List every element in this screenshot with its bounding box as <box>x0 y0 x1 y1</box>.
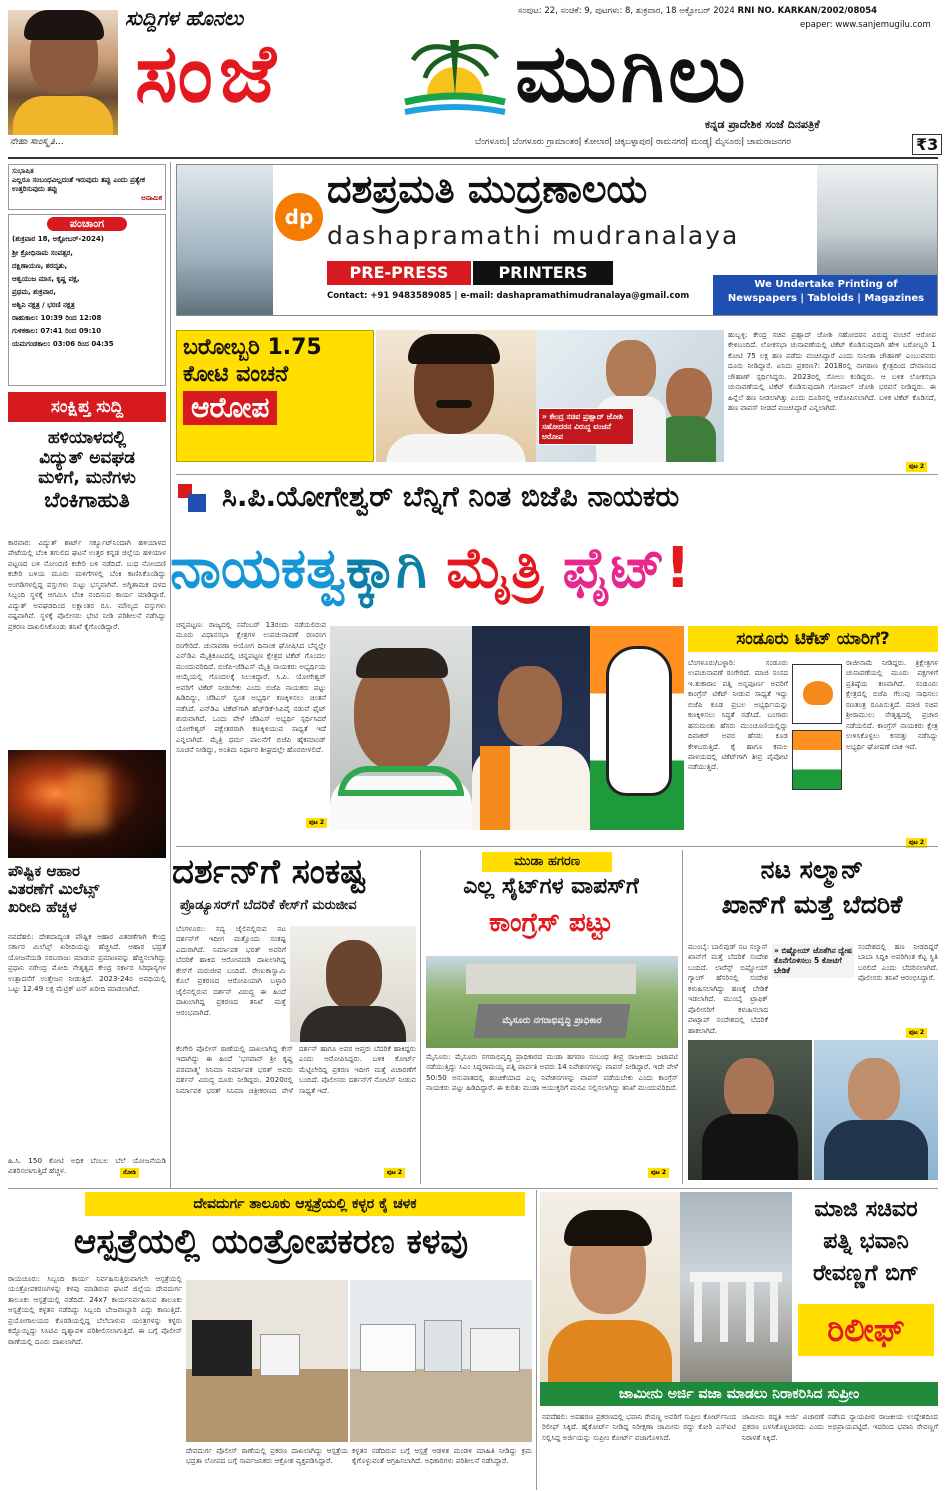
brief2-page-tag: ನೋಡಿ <box>120 1168 139 1178</box>
brief2-head-line: ವಿತರಣೆಗೆ ಮಿಲೆಟ್ಸ್ <box>8 880 100 898</box>
printing-ad <box>176 164 938 316</box>
sidebar-rule <box>170 162 171 1188</box>
ad-logo <box>275 193 323 241</box>
masthead-rule <box>8 157 938 159</box>
muda-page-tag[interactable]: ಪುಟ 2 <box>648 1168 669 1178</box>
salman-head-line: ಖಾನ್‌ಗೆ ಮತ್ತೆ ಬೆದರಿಕೆ <box>721 890 903 919</box>
masthead-sunset-logo <box>395 40 515 125</box>
darshan-body-right: ಕೆಂಗೇರಿ ಪೊಲೀಸ್ ಠಾಣೆಯಲ್ಲಿ ದಾಖಲಾಗಿದ್ದ ಕೇಸ್ ಇದಾಗಿದ್ದು ಈ ಹಿಂದೆ 'ಭಗವಾನ್ ಶ್ರೀ ಕೃಷ್ಣ ಪರಮಾತ್ಮ' ಸಿನಿಮಾ ನಿರ್ಮಾಪಕ ಭರತ್ ಅವರು ದರ್ಶನ್ ವಿರುದ್ಧ ದೂರು ನೀಡಿದ್ದರು. 2020ರಲ್ಲಿ ನಿರ್ಮಾಪಕ ಭರತ್ ಸಿನಿಮಾ ಚಿತ್ರೀಕರಣದ ವೇಳೆ ದರ್ಶನ್ ಹಾಗೂ ಅವರ ಆಪ್ತರು ಬೆದರಿಕೆ ಹಾಕಿದ್ದರು ಎಂದು ಆರೋಪಿಸಿದ್ದರು. ಬಳಿಕ ಕೋರ್ಟ್ ಮೆಟ್ಟಿಲೇರಿದ್ದ ಪ್ರಕರಣ ಇದೀಗ ಮತ್ತೆ ವಿಚಾರಣೆಗೆ ಬಂದಿದೆ. ಪೊಲೀಸರು ದರ್ಶನ್‌ಗೆ ನೋಟಿಸ್ ನೀಡುವ ಸಾಧ್ಯತೆ ಇದೆ. <box>176 1044 416 1095</box>
bhavani-body-right: ಜಾಮೀನು ರದ್ದತಿ ಅರ್ಜಿ ವಿಚಾರಣೆ ನಡೆಸಿದ ನ್ಯಾಯಪೀಠ ರಾಜಕೀಯ ಉದ್ದೇಶದಿಂದ ಪ್ರಕರಣ ಬಳಸಿಕೊಳ್ಳಬಾರದು ಎಂದು ಅಭಿಪ್ರಾಯಪಟ್ಟಿದೆ. ಇದರಿಂದ ಭವಾನಿ ರೇವಣ್ಣಗೆ ನಿರಾಳತೆ ಸಿಕ್ಕಿದೆ. <box>742 1412 938 1442</box>
bhavani-photo <box>540 1192 680 1382</box>
bhavani-banner: ಜಾಮೀನು ಅರ್ಜಿ ವಜಾ ಮಾಡಲು ನಿರಾಕರಿಸಿದ ಸುಪ್ರೀಂ <box>540 1382 938 1406</box>
masthead-tagline: ಸುದ್ದಿಗಳ ಹೊನಲು <box>125 6 244 30</box>
sandur-page-tag[interactable]: ಪುಟ 2 <box>906 838 927 848</box>
bhavani-relief: ರಿಲೀಫ್ <box>798 1304 934 1356</box>
salman-callout: » ಬಿಷ್ಣೋಯ್ ಜೊತೆಗಿನ ದ್ವೇಷ ಕೊನೆಗೊಳಿಸಲು 5 ಕೋಟಿಗೆ ಬೇಡಿಕೆ <box>772 944 854 978</box>
bhavani-headline <box>794 1194 938 1290</box>
subhashita-text: ಎಲ್ಲರೂ ಸಂಬಂಧವಿಲ್ಲದಂತೆ ಇರುವುದು ತಪ್ಪು ಎಂದು ಪ್ರತ್ಯೇಕ ಉತ್ತರಿಸುವುದು ತಪ್ಪು <box>12 176 146 194</box>
lead-head-part: ನಾಯಕತ್ವ <box>170 536 346 601</box>
darshan-page-tag[interactable]: ಪುಟ 2 <box>384 1168 405 1178</box>
muda-office-photo <box>426 956 678 1048</box>
muda-office-board: ಮೈಸೂರು ನಗರಾಭಿವೃದ್ಧಿ ಪ್ರಾಧಿಕಾರ <box>474 1004 631 1038</box>
brief1-head-line: ವಿದ್ಯುತ್ ಅವಘಡ <box>39 448 135 469</box>
salman-page-tag[interactable]: ಪುಟ 2 <box>906 1028 927 1038</box>
panchanga-item: ರಾಹುಕಾಲ: 10:39 ರಿಂದ 12:08 <box>12 313 102 322</box>
bhavani-head-line: ಮಾಜಿ ಸಚಿವರ <box>814 1197 918 1222</box>
bhavani-head-line: ರೇವಣ್ಣಗೆ ಬಿಗ್ <box>813 1260 919 1286</box>
panchanga-item: ಪ್ರಥಮ, ಶುಕ್ರವಾರ, <box>12 287 56 296</box>
hospital-lab-photo-1 <box>186 1280 348 1442</box>
ad-tag-prepress: PRE-PRESS <box>327 261 471 285</box>
editor-caption: ನೇಹಾ ಸಾಂಸ್ಕೃತಿ... <box>10 137 64 147</box>
bhavani-body-left: ನವದೆಹಲಿ: ಅಪಹರಣ ಪ್ರಕರಣದಲ್ಲಿ ಭವಾನಿ ರೇವಣ್ಣ ಅವರಿಗೆ ಸುಪ್ರೀಂ ಕೋರ್ಟ್‌ನಿಂದ ರಿಲೀಫ್ ಸಿಕ್ಕಿದೆ. ಹೈಕೋರ್ಟ್ ನೀಡಿದ್ದ ನಿರೀಕ್ಷಣಾ ಜಾಮೀನು ರದ್ದು ಕೋರಿ ಎಸ್‌ಐಟಿ ಸಲ್ಲಿಸಿದ್ದ ಅರ್ಜಿಯನ್ನು ಸುಪ್ರೀಂ ಕೋರ್ಟ್ ವಜಾಗೊಳಿಸಿದೆ. <box>542 1412 736 1442</box>
fraud-head-line: ಆರೋಪ <box>183 391 277 425</box>
panchanga-label: ಪಂಚಾಂಗ <box>47 217 127 231</box>
fraud-head-line: ಕೋಟಿ ವಂಚನೆ <box>183 361 289 387</box>
lead-head-part: ಕ್ಕಾಗಿ <box>345 536 427 601</box>
muda-body: ಮೈಸೂರು: ಮೈಸೂರು ನಗರಾಭಿವೃದ್ಧಿ ಪ್ರಾಧಿಕಾರದ ಮುಡಾ ಹಗರಣ ಸಂಬಂಧ ತೀವ್ರ ರಾಜಕೀಯ ಜಟಾಪಟಿ ನಡೆಯುತ್ತಿದ್ದು ಸಿಎಂ ಸಿದ್ದರಾಮಯ್ಯ ಪತ್ನಿ ಪಾರ್ವತಿ ಅವರು 14 ನಿವೇಶನಗಳನ್ನು ವಾಪಸ್ ನೀಡಿದ್ದಾರೆ. ಇದೇ ವೇಳೆ 50:50 ಅನುಪಾತದಲ್ಲಿ ಹಂಚಿಕೆಯಾದ ಎಲ್ಲ ನಿವೇಶನಗಳನ್ನು ವಾಪಸ್ ಪಡೆಯಬೇಕು ಎಂದು ಕಾಂಗ್ರೆಸ್ ನಾಯಕರು ಪಟ್ಟು ಹಿಡಿದಿದ್ದಾರೆ. ಈ ಕುರಿತು ಮುಡಾ ಆಯುಕ್ತರಿಗೆ ಮನವಿ ಸಲ್ಲಿಸಲಾಗಿದ್ದು ತನಿಖೆ ಮುಂದುವರಿದಿದೆ. <box>426 1052 678 1093</box>
fraud-photo-man <box>376 330 536 462</box>
bottom-rule <box>536 1190 537 1490</box>
salman-head-line: ನಟ ಸಲ್ಮಾನ್ <box>760 855 864 884</box>
subhashita-label: ಸುಭಾಷಿತ <box>12 167 34 175</box>
salman-body-left: ಮುಂಬೈ: ಬಾಲಿವುಡ್ ನಟ ಸಲ್ಮಾನ್ ಖಾನ್‌ಗೆ ಮತ್ತೆ ಬೆದರಿಕೆ ಸಂದೇಶ ಬಂದಿದೆ. ಲಾರೆನ್ಸ್ ಬಿಷ್ಣೋಯ್ ಗ್ಯಾಂಗ್ ಹೆಸರಿನಲ್ಲಿ ಸಂದೇಶ ಕಳುಹಿಸಲಾಗಿದ್ದು ಹಣಕ್ಕೆ ಬೇಡಿಕೆ ಇಡಲಾಗಿದೆ. ಮುಂಬೈ ಟ್ರಾಫಿಕ್ ಪೊಲೀಸರಿಗೆ ಕಳುಹಿಸಲಾದ ವಾಟ್ಸಾಪ್ ಸಂದೇಶದಲ್ಲಿ ಬೆದರಿಕೆ ಹಾಕಲಾಗಿದೆ. <box>688 942 768 1035</box>
panchanga-item: ಶ್ರೀ ಕ್ರೋಧಿನಾಮ ಸಂವತ್ಸರ, <box>12 249 73 257</box>
mid-rule <box>8 1188 938 1189</box>
ad-services: We Undertake Printing of Newspapers | Tabloids | Magazines <box>713 275 938 316</box>
congress-hand-symbol <box>590 626 684 830</box>
lead-kicker-icon <box>178 484 206 512</box>
ad-title-en: dashapramathi mudranalaya <box>327 221 740 250</box>
hospital-kicker: ದೇವದುರ್ಗ ತಾಲೂಕು ಆಸ್ಪತ್ರೆಯಲ್ಲಿ ಕಳ್ಳರ ಕೈ ಚಳಕ <box>85 1192 525 1216</box>
bhavani-head-line: ಪತ್ನಿ ಭವಾನಿ <box>823 1228 909 1254</box>
panchanga-item: ಗುಳಿಕಕಾಲ: 07:41 ರಿಂದ 09:10 <box>12 326 102 335</box>
darshan-subhead: ಪ್ರೊಡ್ಯೂಸರ್‌ಗೆ ಬೆದರಿಕೆ ಕೇಸ್‌ಗೆ ಮರುಜೀವ <box>180 898 357 913</box>
epaper-url[interactable]: epaper: www.sanjemugilu.com <box>800 20 931 30</box>
masthead-title-left: ಸಂಜೆ <box>135 27 282 120</box>
panchanga-list <box>12 247 162 351</box>
ad-tag-printers: PRINTERS <box>473 261 613 285</box>
subhashita-box <box>8 164 166 210</box>
lead-headline <box>170 538 691 600</box>
darshan-rule <box>420 850 421 1184</box>
darshan-body-left: ಬೆಂಗಳೂರು: ಸದ್ಯ ಜೈಲಿನಲ್ಲಿರುವ ನಟ ದರ್ಶನ್‌ಗೆ ಇದೀಗ ಮತ್ತೊಂದು ಸಂಕಷ್ಟ ಎದುರಾಗಿದೆ. ನಿರ್ಮಾಪಕ ಭರತ್ ಅವರಿಗೆ ಬೆದರಿಕೆ ಹಾಕಿದ ಆರೋಪದಡಿ ದಾಖಲಾಗಿದ್ದ ಕೇಸ್‌ಗೆ ಮರುಜೀವ ಬಂದಿದೆ. ರೇಣುಕಾಸ್ವಾಮಿ ಕೊಲೆ ಪ್ರಕರಣದ ಆರೋಪಿಯಾಗಿ ಬಳ್ಳಾರಿ ಜೈಲಿನಲ್ಲಿರುವ ದರ್ಶನ್ ವಿರುದ್ಧ ಈ ಹಿಂದೆ ದಾಖಲಾಗಿದ್ದ ಪ್ರಕರಣದ ತನಿಖೆ ಮತ್ತೆ ಆರಂಭವಾಗಿದೆ. <box>176 924 286 1017</box>
panchanga-item: ಯಮಗಂಡಕಾಲ: 03:06 ರಿಂದ 04:35 <box>12 339 114 348</box>
muda-kicker: ಮುಡಾ ಹಗರಣ <box>482 852 612 872</box>
lead-photo-hdk <box>330 626 472 830</box>
salman-body-right: ಸಂದೇಶದಲ್ಲಿ ಹಣ ನೀಡದಿದ್ದರೆ ಬಾಬಾ ಸಿದ್ದಿಕಿ ಅವರಿಗಿಂತ ಕೆಟ್ಟ ಸ್ಥಿತಿ ಬರಲಿದೆ ಎಂದು ಬೆದರಿಸಲಾಗಿದೆ. ಪೊಲೀಸರು ತನಿಖೆ ಆರಂಭಿಸಿದ್ದಾರೆ. <box>858 942 938 983</box>
lead-rule <box>176 846 938 847</box>
fraud-page-tag[interactable]: ಪುಟ 2 <box>906 462 927 472</box>
brief1-head-line: ಹಳಿಯಾಳದಲ್ಲಿ <box>47 428 127 448</box>
ad-machine-left <box>177 165 273 316</box>
bishnoi-photo <box>688 1040 812 1180</box>
fraud-caption: » ಕೇಂದ್ರ ಸಚಿವ ಪ್ರಹ್ಲಾದ್ ಜೋಶಿ ಸಹೋದರನ ವಿರುದ್ಧ ವಂಚನೆ ಆರೋಪ <box>538 408 634 445</box>
panchanga-item: ಆಶ್ವಯುಜ ಮಾಸ, ಕೃಷ್ಣ ಪಕ್ಷ, <box>12 274 80 283</box>
lead-head-part: ಮೈತ್ರಿ <box>446 536 544 601</box>
edition-info <box>518 6 877 16</box>
lead-kicker: ಸಿ.ಪಿ.ಯೋಗೇಶ್ವರ್ ಬೆನ್ನಿಗೆ ನಿಂತ ಬಿಜೆಪಿ ನಾಯಕರು <box>222 480 680 513</box>
brief2-head-line: ಖರೀದಿ ಹೆಚ್ಚಳ <box>8 898 77 916</box>
salman-headline <box>686 852 938 922</box>
brief1-headline <box>8 428 166 513</box>
congress-flag-symbol <box>792 730 842 790</box>
lead-photo-cpy <box>472 626 590 830</box>
bjp-lotus-symbol <box>792 664 842 724</box>
ad-machine-right <box>817 165 938 275</box>
districts-line: ಬೆಂಗಳೂರು| ಬೆಂಗಳೂರು ಗ್ರಾಮಾಂತರ| ಕೋಲಾರ| ಚಿಕ್ಕಬಳ್ಳಾಪುರ| ರಾಮನಗರ| ಮಂಡ್ಯ| ಮೈಸೂರು| ಚಾಮರಾಜನಗರ <box>475 137 791 147</box>
lead-body: ಚನ್ನಪಟ್ಟಣ: ರಾಜ್ಯದಲ್ಲಿ ನವೆಂಬರ್ 13ರಂದು ನಡೆಯಲಿರುವ ಮೂರು ವಿಧಾನಸಭಾ ಕ್ಷೇತ್ರಗಳ ಉಪಚುನಾವಣೆ ರಣರಂಗ ರಂಗೇರಿದೆ. ಚುನಾವಣಾ ಆಯೋಗ ದಿನಾಂಕ ಘೋಷಿಸಿದ ಬೆನ್ನಲ್ಲೇ ಎನ್‌ಡಿಎ ಮೈತ್ರಿಕೂಟದಲ್ಲಿ ಚನ್ನಪಟ್ಟಣ ಕ್ಷೇತ್ರದ ಟಿಕೆಟ್ ಗೊಂದಲ ಮುಂದುವರಿದಿದೆ. ಬಿಜೆಪಿ-ಜೆಡಿಎಸ್ ಮೈತ್ರಿ ನಾಯಕರು ಅಭ್ಯರ್ಥಿಯ ಆಯ್ಕೆಯಲ್ಲಿ ಗೊಂದಲಕ್ಕೆ ಸಿಲುಕಿದ್ದಾರೆ. ಸಿ.ಪಿ. ಯೋಗೇಶ್ವರ್ ಅವರಿಗೆ ಟಿಕೆಟ್ ನೀಡಬೇಕು ಎಂದು ಬಿಜೆಪಿ ನಾಯಕರು ಪಟ್ಟು ಹಿಡಿದಿದ್ದು, ಜೆಡಿಎಸ್ ಸ್ವಂತ ಅಭ್ಯರ್ಥಿ ಕಣಕ್ಕಿಳಿಸಲು ಚಿಂತನೆ ನಡೆಸಿದೆ. ಎನ್‌ಡಿಎ ಟಿಕೆಟ್‌ಗಾಗಿ ಹೆಚ್‌ಡಿಕೆ-ಸಿಪಿವೈ ನಡುವೆ ಫೈಟ್ ಶುರುವಾಗಿದೆ. ಒಂದು ವೇಳೆ ಜೆಡಿಎಸ್ ಅಭ್ಯರ್ಥಿ ಸ್ಪರ್ಧಿಸಿದರೆ ಯೋಗೇಶ್ವರ್ ಪಕ್ಷೇತರರಾಗಿ ಕಣಕ್ಕಿಳಿಯುವ ಸಾಧ್ಯತೆ ಇದೆ ಎನ್ನಲಾಗಿದೆ. ಮೈತ್ರಿ ಧರ್ಮ ಪಾಲನೆಗೆ ಬಿಜೆಪಿ ಹೈಕಮಾಂಡ್ ಸೂಚನೆ ನೀಡಿದ್ದು, ಅಂತಿಮ ನಿರ್ಧಾರ ಶೀಘ್ರದಲ್ಲೇ ಹೊರಬೀಳಲಿದೆ. <box>176 620 326 755</box>
muda-head-b: ಕಾಂಗ್ರೆಸ್ ಪಟ್ಟು <box>489 908 613 938</box>
brief-news-label: ಸಂಕ್ಷಿಪ್ತ ಸುದ್ದಿ <box>8 392 166 422</box>
fraud-rule <box>176 474 938 475</box>
brief2-body: ನವದೆಹಲಿ: ದೇಶದಾದ್ಯಂತ ಪೌಷ್ಟಿಕ ಆಹಾರ ವಿತರಣೆಗಾಗಿ ಕೇಂದ್ರ ಸರ್ಕಾರ ಮಿಲೆಟ್ಸ್ ಖರೀದಿಯನ್ನು ಹೆಚ್ಚಿಸಿದೆ. ಆಹಾರ ಭದ್ರತೆ ಯೋಜನೆಯಡಿ ಸರಬರಾಜು ಮಾಡುವ ಪ್ರಮಾಣವನ್ನು ಹೆಚ್ಚಿಸಲಾಗಿದ್ದು ಪ್ರಧಾನಿ ನರೇಂದ್ರ ಮೋದಿ ನೇತೃತ್ವದ ಕೇಂದ್ರ ಸರ್ಕಾರ ಸಿರಿಧಾನ್ಯಗಳ ಉತ್ಪಾದನೆಗೆ ಉತ್ತೇಜನ ನೀಡುತ್ತಿದೆ. 2023-24ರ ಅವಧಿಯಲ್ಲಿ ಒಟ್ಟು 12.49 ಲಕ್ಷ ಮೆಟ್ರಿಕ್ ಟನ್ ಖರೀದಿ ಮಾಡಲಾಗಿದೆ. <box>8 932 166 994</box>
salman-photo <box>814 1040 938 1180</box>
fire-photo <box>8 750 166 858</box>
lead-head-part: ಫೈಟ್ <box>562 536 666 601</box>
darshan-headline: ದರ್ಶನ್‌ಗೆ ಸಂಕಷ್ಟ <box>172 852 366 892</box>
ad-title: ದಶಪ್ರಮತಿ ಮುದ್ರಣಾಲಯ <box>327 167 648 211</box>
panchanga-box <box>8 214 166 386</box>
editor-portrait <box>8 10 118 135</box>
muda-head-a: ಎಲ್ಲ ಸೈಟ್‌ಗಳ ವಾಪಸ್‌ಗೆ <box>463 874 639 899</box>
lead-page-tag[interactable]: ಪುಟ 2 <box>306 818 327 828</box>
hospital-lab-photo-2 <box>350 1280 532 1442</box>
darshan-photo <box>290 926 416 1042</box>
rni-number: RNI NO. KARKAN/2002/08054 <box>737 6 878 16</box>
fraud-headline-box <box>176 330 374 462</box>
price-badge: ₹3 <box>912 134 942 155</box>
sandur-headline: ಸಂಡೂರು ಟಿಕೆಟ್ ಯಾರಿಗೆ? <box>688 626 938 652</box>
hospital-body-right: ಕಳ್ಳತನ ನಡೆದಿರುವ ಬಗ್ಗೆ ಆಸ್ಪತ್ರೆ ಆಡಳಿತ ಮಂಡಳಿ ಮಾಹಿತಿ ನೀಡಿದ್ದು ಕ್ರಮ ಕೈಗೊಳ್ಳುವಂತೆ ಆಗ್ರಹಿಸಲಾಗಿದೆ. ಅಧಿಕಾರಿಗಳು ಪರಿಶೀಲನೆ ನಡೆಸಿದ್ದಾರೆ. <box>352 1446 532 1466</box>
edition-details: ಸಂಪುಟ: 22, ಸಂಚಿಕೆ: 9, ಪುಟಗಳು: 8, ಶುಕ್ರವಾರ, 18 ಅಕ್ಟೋಬರ್ 2024 <box>518 6 735 16</box>
brief1-head-line: ಬೆಂಕಿಗಾಹುತಿ <box>44 488 130 513</box>
brief1-body: ಕಾರವಾರ: ವಿದ್ಯುತ್ ಶಾರ್ಟ್ ಸರ್ಕ್ಯೂಟ್‌ನಿಂದಾಗಿ ಹಳಿಯಾಳದ ಪೇಟೆಯಲ್ಲಿ ಬೆಂಕಿ ತಗುಲಿದ ಘಟನೆ ಉತ್ತರ ಕನ್ನಡ ಜಿಲ್ಲೆಯ ಹಳಿಯಾಳ ಪಟ್ಟಣದ ಬಳಿ ನೋಂದಣಿ ಕಚೇರಿ ಬಳಿ ನಡೆದಿದೆ. ಬುಧ ನೋಂದಣಿ ಕಚೇರಿ ಬಳಿಯ ಮೂರು ಮಳಿಗೆಗಳಲ್ಲಿ ಬೆಂಕಿ ಕಾಣಿಸಿಕೊಂಡಿದ್ದು ಅಂಗಡಿಗಳಲ್ಲಿದ್ದ ವಸ್ತುಗಳು ಸುಟ್ಟು ಭಸ್ಮವಾಗಿವೆ. ಅಗ್ನಿಶಾಮಕ ದಳದ ಸಿಬ್ಬಂದಿ ಸ್ಥಳಕ್ಕೆ ಆಗಮಿಸಿ ಬೆಂಕಿ ನಂದಿಸುವ ಕಾರ್ಯ ಮಾಡಿದ್ದಾರೆ. ವಿದ್ಯುತ್ ಅವಘಡದಿಂದ ಲಕ್ಷಾಂತರ ರೂ. ಮೌಲ್ಯದ ವಸ್ತುಗಳು ನಷ್ಟವಾಗಿವೆ. ಸ್ಥಳಕ್ಕೆ ಪೊಲೀಸರು ಭೇಟಿ ನೀಡಿ ಪರಿಶೀಲನೆ ನಡೆಸಿದ್ದು ಪ್ರಕರಣ ದಾಖಲಿಸಿಕೊಂಡು ತನಿಖೆ ಕೈಗೊಂಡಿದ್ದಾರೆ. <box>8 538 166 631</box>
brief1-head-line: ಮಳಿಗೆ, ಮನೆಗಳು <box>38 468 136 489</box>
brief2-headline <box>8 862 166 916</box>
muda-rule <box>682 850 683 1184</box>
fraud-head-line: ಬರೋಬ್ಬರಿ 1.75 <box>183 335 322 360</box>
masthead-title-right: ಮುಗಿಲು <box>515 27 750 120</box>
ad-logo-text: dp <box>284 205 314 229</box>
brief2-head-line: ಪೌಷ್ಟಿಕ ಆಹಾರ <box>8 862 80 880</box>
sandur-body-left: ಬೆಂಗಳೂರು/ಬಳ್ಳಾರಿ: ಸಂಡೂರು ಉಪಚುನಾವಣೆ ರಂಗೇರಿದೆ. ಮಾಜಿ ಸಂಸದ ಇ.ತುಕಾರಾಂ ಪತ್ನಿ ಅನ್ನಪೂರ್ಣ ಅವರಿಗೆ ಕಾಂಗ್ರೆಸ್ ಟಿಕೆಟ್ ನೀಡುವ ಸಾಧ್ಯತೆ ಇದ್ದು ಬಿಜೆಪಿ ಕೂಡ ಪ್ರಬಲ ಅಭ್ಯರ್ಥಿಯನ್ನು ಕಣಕ್ಕಿಳಿಸಲು ಸಿದ್ಧತೆ ನಡೆಸಿದೆ. ಬಂಗಾರು ಹನುಮಂತು ಹೆಸರು ಮುಂಚೂಣಿಯಲ್ಲಿದ್ದು ದಿವಾಕರ್ ಅವರ ಹೆಸರು ಕೂಡ ಕೇಳಿಬರುತ್ತಿದೆ. ಕೈ ಹಾಗೂ ಕಮಲ ಪಾಳಯದಲ್ಲಿ ಟಿಕೆಟ್‌ಗಾಗಿ ತೀವ್ರ ಪೈಪೋಟಿ ನಡೆಯುತ್ತಿದೆ. <box>688 658 788 772</box>
masthead-subtitle: ಕನ್ನಡ ಪ್ರಾದೇಶಿಕ ಸಂಜೆ ದಿನಪತ್ರಿಕೆ <box>705 118 820 131</box>
fraud-body: ಹುಬ್ಬಳ್ಳಿ: ಕೇಂದ್ರ ಸಚಿವ ಪ್ರಹ್ಲಾದ್ ಜೋಶಿ ಸಹೋದರನ ವಿರುದ್ಧ ವಂಚನೆ ಆರೋಪ ಕೇಳಿಬಂದಿದೆ. ಲೋಕಸಭಾ ಚುನಾವಣೆಯಲ್ಲಿ ಟಿಕೆಟ್ ಕೊಡಿಸುವುದಾಗಿ ಹೇಳಿ ಬರೋಬ್ಬರಿ 1 ಕೋಟಿ 75 ಲಕ್ಷ ಹಣ ಪಡೆದು ವಂಚಿಸಿದ್ದಾರೆ ಎಂದು ಸುನೀತಾ ಚೌಹಾಣ್ ಎಂಬುವವರು ದೂರು ನೀಡಿದ್ದಾರೆ. ಏನಿದು ಪ್ರಕರಣ?: 2018ರಲ್ಲಿ ನಾಗಠಾಣ ಕ್ಷೇತ್ರದಿಂದ ದೇವಾನಂದ ಚೌಹಾಣ್ ಸ್ಪರ್ಧಿಸಿದ್ದರು. 2023ರಲ್ಲಿ ಸೋಲು ಕಂಡಿದ್ದರು. ಆ ಬಳಿಕ ಲೋಕಸಭಾ ಚುನಾವಣೆಯಲ್ಲಿ ಟಿಕೆಟ್ ಕೊಡಿಸುವುದಾಗಿ ಗೋಪಾಲ್ ಜೋಶಿ ಭರವಸೆ ನೀಡಿದ್ದರು. ಈ ಹಿನ್ನೆಲೆ ಹಣ ನೀಡಲಾಗಿತ್ತು ಎಂದು ದೂರಿನಲ್ಲಿ ಆರೋಪಿಸಲಾಗಿದೆ. ಬಳಿಕ ಟಿಕೆಟ್ ಕೊಡಿಸದೆ, ಹಣ ವಾಪಸ್ ನೀಡದೆ ವಂಚಿಸಿದ್ದಾರೆ ಎನ್ನಲಾಗಿದೆ. <box>728 330 936 413</box>
brief2-foot: ಹಿ.ಸಿ. 150 ಕೋಟಿ ಅಧಿಕ ಬೆಂಬಲ ಬೆಲೆ ಯೋಜನೆಯಡಿ ವಿತರಿಸಲಾಗುತ್ತಿದೆ ಹೆಚ್ಚಳ. <box>8 1156 166 1176</box>
hospital-body-mid: ದೇವದುರ್ಗ ಪೊಲೀಸ್ ಠಾಣೆಯಲ್ಲಿ ಪ್ರಕರಣ ದಾಖಲಾಗಿದ್ದು ಆಸ್ಪತ್ರೆಯ ಭದ್ರತಾ ಲೋಪದ ಬಗ್ಗೆ ಸಾರ್ವಜನಿಕರು ಆಕ್ರೋಶ ವ್ಯಕ್ತಪಡಿಸಿದ್ದಾರೆ. <box>186 1446 348 1466</box>
lead-head-part: ! <box>665 536 691 601</box>
panchanga-date: (ಶುಕ್ರವಾರ 18, ಅಕ್ಟೋಬರ್-2024) <box>12 235 104 243</box>
hospital-body-left: ರಾಯಚೂರು: ಸಿಬ್ಬಂದಿ ಕಾರ್ಯ ನಿರ್ವಹಿಸುತ್ತಿರುವಾಗಲೇ ಆಸ್ಪತ್ರೆಯಲ್ಲಿ ಯಂತ್ರೋಪಕರಣಗಳನ್ನು ಕಳವು ಮಾಡಿರುವ ಘಟನೆ ಜಿಲ್ಲೆಯ ದೇವದುರ್ಗ ತಾಲೂಕು ಆಸ್ಪತ್ರೆಯಲ್ಲಿ ನಡೆದಿದೆ. 24x7 ಕಾರ್ಯನಿರ್ವಹಿಸುವ ತಾಲೂಕು ಆಸ್ಪತ್ರೆಯಲ್ಲಿ ಕಳ್ಳತನ ನಡೆದಿದ್ದು ಸಿಬ್ಬಂದಿ ಬೇಜವಾಬ್ದಾರಿ ಎದ್ದು ಕಾಣುತ್ತಿದೆ. ಪ್ರಯೋಗಾಲಯದ ಕೊಠಡಿಯಲ್ಲಿದ್ದ ಬೆಲೆಬಾಳುವ ಯಂತ್ರಗಳನ್ನು ಕಳ್ಳರು ಕದ್ದೊಯ್ದಿದ್ದು ಸಿಸಿಟಿವಿ ದೃಶ್ಯಾವಳಿ ಪರಿಶೀಲಿಸಲಾಗುತ್ತಿದೆ. ಈ ಬಗ್ಗೆ ಪೊಲೀಸ್ ಠಾಣೆಯಲ್ಲಿ ದೂರು ದಾಖಲಾಗಿದೆ. <box>8 1274 182 1346</box>
panchanga-item: ದಕ್ಷಿಣಾಯಣ, ಶರದೃತು, <box>12 261 68 270</box>
subhashita-author: ಅನಾಮಿಕ <box>141 194 162 203</box>
panchanga-item: ಅಶ್ವಿನಿ ನಕ್ಷತ್ರ / ಭರಣಿ ನಕ್ಷತ್ರ <box>12 300 75 309</box>
hospital-headline: ಆಸ್ಪತ್ರೆಯಲ್ಲಿ ಯಂತ್ರೋಪಕರಣ ಕಳವು <box>73 1222 469 1262</box>
sandur-body-right: ರಾಜೀನಾಮೆ ನೀಡಿದ್ದರು. ತ್ರಿಕ್ಷೇತ್ರಗಳ ಚುನಾವಣೆಯಲ್ಲಿ ಮೂರು ಪಕ್ಷಗಳಿಗೆ ಪ್ರತಿಷ್ಠೆಯ ಕಣವಾಗಿದೆ. ಸಂಡೂರು ಕ್ಷೇತ್ರದಲ್ಲಿ ಬಿಜೆಪಿ ಗೆಲುವು ಸಾಧಿಸಲು ರಣತಂತ್ರ ರೂಪಿಸುತ್ತಿದೆ. ಮಾಜಿ ಸಚಿವ ಶ್ರೀರಾಮುಲು ನೇತೃತ್ವದಲ್ಲಿ ಪ್ರಚಾರ ನಡೆಯಲಿದೆ. ಕಾಂಗ್ರೆಸ್ ನಾಯಕರು ಕ್ಷೇತ್ರ ಉಳಿಸಿಕೊಳ್ಳಲು ಕಸರತ್ತು ನಡೆಸಿದ್ದು ಅಭ್ಯರ್ಥಿ ಘೋಷಣೆ ಬಾಕಿ ಇದೆ. <box>846 658 938 751</box>
supreme-court-photo <box>680 1192 792 1382</box>
ad-contact: Contact: +91 9483589085 | e-mail: dashapramathimudranalaya@gmail.com <box>327 291 690 301</box>
